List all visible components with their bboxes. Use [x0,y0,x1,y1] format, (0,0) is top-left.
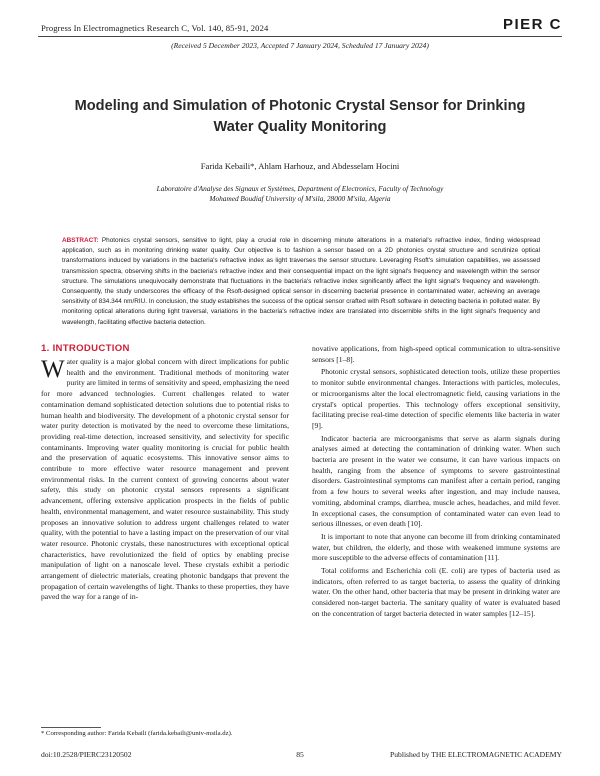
doi: doi:10.2528/PIERC23120502 [41,750,132,759]
author-list: Farida Kebaili*, Ahlam Harhouz, and Abdesselam Hocini [200,161,400,171]
paragraph-photonic-sensors: Photonic crystal sensors, sophisticated detection tools, utilize these properties to monitor subtle environmental changes. Interactions with particles, molecules, or microorganisms alter the local electromagnetic field, causing variations in the crystal's optical properties. This technology offers exceptional sensitivity, facilitating precise real-time detection of specific elements like bacteria in water [9]. [312,367,560,430]
abstract-text: Photonics crystal sensors, sensitive to light, play a crucial role in discerning minute alterations in a material's refractive index, finding widespread application, such as in monitoring drinking water quality. Our objective is to fashion a sensor based on a 2D photonics crystal structure and scrutinize optical transformations induced by variations in the bacteria's refractive index as light traverses the sensor structure. Leveraging Rsoft's simulation capabilities, we assessed transmission spectra, observing shifts in the bacteria's refractive index and their consequential impact on the light signal's frequency and wavelength within the sensor structure. The simulations unequivocally demonstrate that fluctuations in the bacteria's refractive index significantly affect the light signal's frequency and wavelength. Consequently, the study underscores the efficacy of the Rsoft-designed optical sensor in discerning bacterial presence in contaminated water, achieving an average sensitivity of 834.344 nm/RIU. In conclusion, the study establishes the success of the optical sensor crafted with Rsoft software in detecting bacteria in polluted water. By monitoring optical alterations during light traversal, variations in the bacteria's refractive index are translated into discernible shifts in the light signal's frequency and wavelength, facilitating effective bacteria detection. [62,237,541,326]
intro-paragraph-1 [41,357,289,603]
publication-dates: (Received 5 December 2023, Accepted 7 January 2024, Scheduled 17 January 2024) [171,41,429,50]
paragraph-coliforms: Total coliforms and Escherichia coli (E. coli) are types of bacteria used as indicators, often referred to as target bacteria, to assess the quality of drinking water. On the other hand, other bacteria that may be present in drinking water are considered non-target bacteria. The sanitary quality of water is evaluated based on the concentration of target bacteria detected in water samples [12–15]. [312,566,560,618]
publisher: Published by THE ELECTROMAGNETIC ACADEMY [390,750,562,759]
corresponding-author-footnote: * Corresponding author: Farida Kebaili (farida.kebaili@univ-msila.dz). [41,730,233,737]
left-column [41,357,289,603]
footnote-divider [41,727,101,728]
paragraph-susceptibility: It is important to note that anyone can become ill from drinking contaminated water, but children, the elderly, and those with weakened immune systems are more susceptible to the adverse effects of contamination [11]. [312,531,560,563]
page-number: 85 [296,750,304,759]
paper-title: Modeling and Simulation of Photonic Crystal Sensor for Drinking Water Quality Monitoring [74,98,526,135]
header-divider [38,36,562,37]
affiliation [0,184,600,204]
journal-logo: PIER C [502,16,562,33]
drop-cap: W [41,356,65,383]
section-heading-introduction: 1. INTRODUCTION [41,343,130,354]
paragraph-continued: novative applications, from high-speed optical communication to ultra-sensitive sensors [1–8]. [312,344,560,364]
affiliation-line-2: Mohamed Boudiaf University of M'sila, 28000 M'sila, Algeria [209,194,391,203]
abstract-label: ABSTRACT: [62,237,99,244]
intro-paragraph-1-text: ater quality is a major global concern with direct implications for public health and the environment. Traditional methods of monitoring water purity are limited in terms of sensitivity and speed, emphasizing the need for more advanced technologies. Current challenges related to water contamination demand sophisticated detection solutions due to potential risks to human health and biodiversity. The development of a photonic crystal sensor for water purity detection is motivated by the need to overcome these limitations, providing real-time detection, increased sensitivity, and selectivity for specific contaminants. Improving water quality monitoring is crucial for public health and the preservation of aquatic ecosystems. This innovative sensor aims to contribute to more effective water resource management and prevent environmental risks. In the current context of growing concerns about water safety, this study on photonic crystal sensors represents a significant advancement, offering extensive application prospects in the fields of public health, environmental management, and water resource sustainability. This study proposes an innovative solution to address urgent challenges related to water quality, with the potential to have a lasting impact on the preservation of our vital water resource. Photonic crystals, these nanostructures with exceptional optical characteristics, have revolutionized the field of optics by enabling precise manipulation of light on a nanoscale level. These crystals exhibit a periodic arrangement of dielectric materials, creating photonic bandgaps that prevent the propagation of certain wavelengths of light. Thanks to these properties, they have paved the way for a range of in- [41,357,289,602]
right-column [312,344,560,620]
paragraph-indicator-bacteria: Indicator bacteria are microorganisms that serve as alarm signals during analyses aimed at detecting the contamination of drinking water. When such bacteria are present in the water we consume, it can have various impacts on health, ranging from the absence of symptoms to severe gastrointestinal disorders. Gastrointestinal symptoms can manifest after a certain period, ranging from a few hours to several weeks after ingestion, and may include nausea, vomiting, abdominal cramps, diarrhea, muscle aches, headaches, and mild fever. In exceptional cases, the consumption of contaminated water can even lead to serious illnesses, or even death [10]. [312,433,560,529]
journal-citation: Progress In Electromagnetics Research C, Vol. 140, 85-91, 2024 [41,23,269,33]
affiliation-line-1: Laboratoire d'Analyse des Signaux et Systèmes, Department of Electronics, Faculty of Technology [156,184,444,193]
abstract [62,236,540,328]
